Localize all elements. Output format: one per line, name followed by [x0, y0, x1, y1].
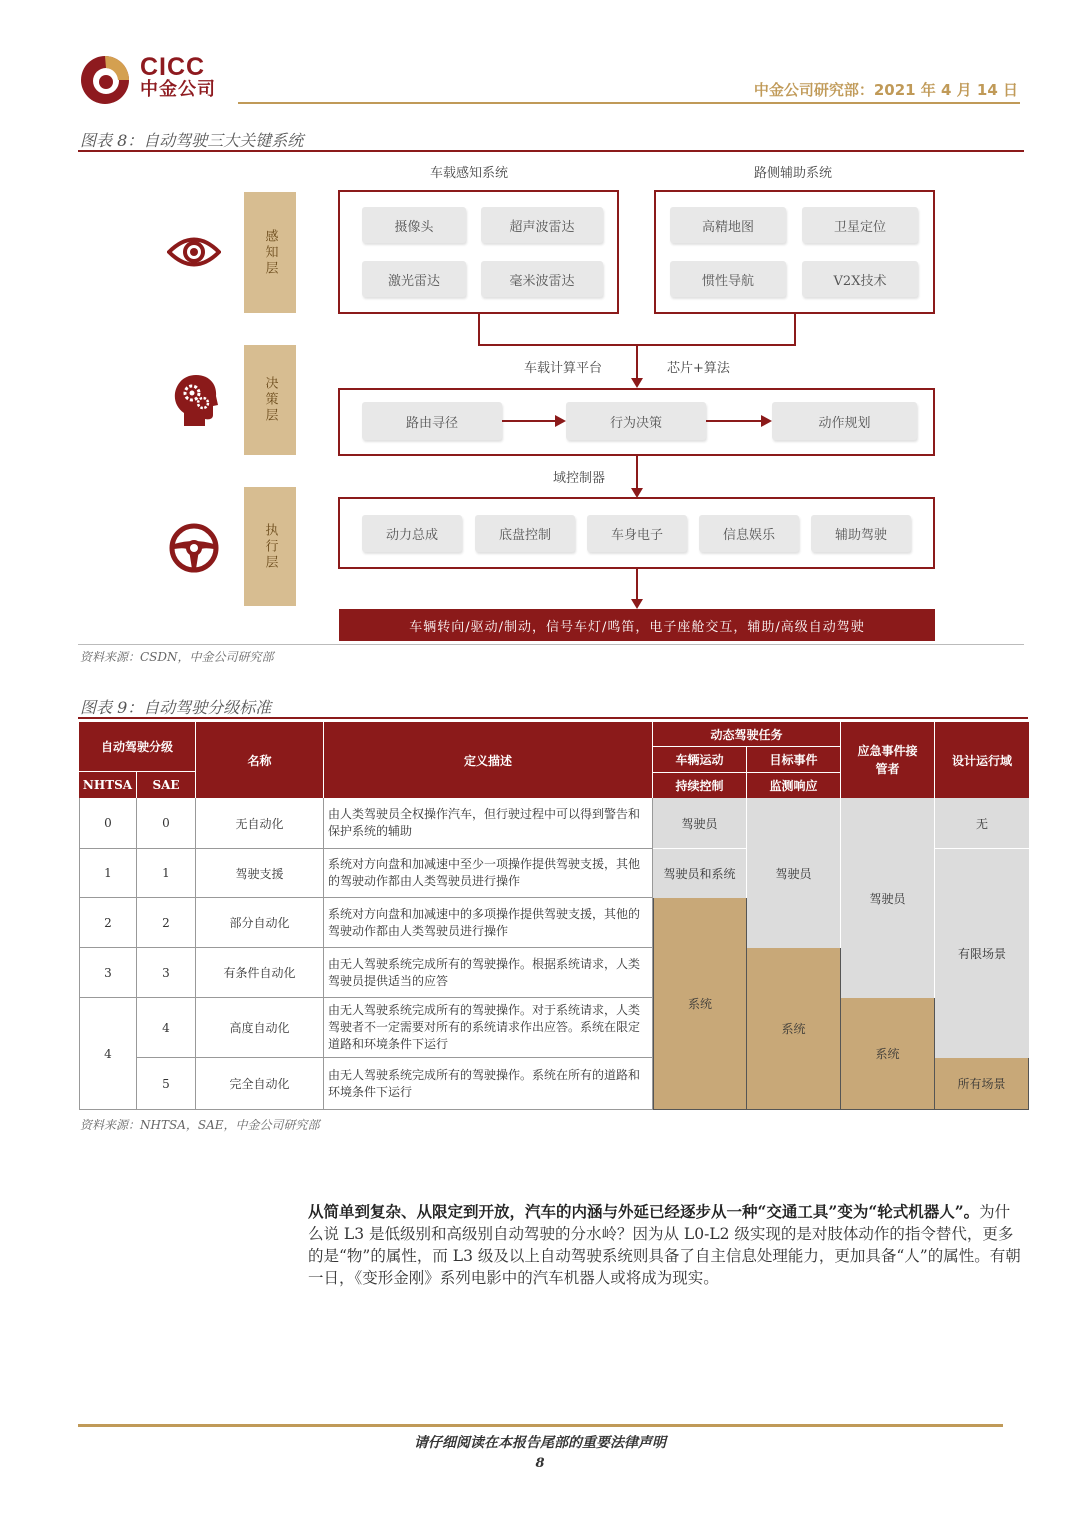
th-oedr2: 监测响应: [747, 773, 841, 798]
chip-inertial-nav: 惯性导航: [670, 261, 786, 297]
connector-right: [794, 313, 796, 345]
figure9-source: 资料来源：NHTSA，SAE，中金公司研究部: [80, 1118, 320, 1132]
cell-nhtsa: 3: [79, 948, 137, 998]
logo-text-en: CICC: [140, 53, 206, 81]
chip-hd-map: 高精地图: [670, 207, 786, 243]
chip-behavior-decision: 行为决策: [566, 402, 706, 440]
th-ddt: 动态驾驶任务: [653, 722, 841, 747]
cell-nhtsa: 1: [79, 849, 137, 898]
paragraph-lead: 从简单到复杂、从限定到开放，汽车的内涵与外延已经逐步从一种“交通工具”变为“轮式机器人”。: [308, 1202, 980, 1221]
legal-notice: 请仔细阅读在本报告尾部的重要法律声明: [414, 1435, 666, 1451]
cell-motion-driver: 驾驶员: [653, 798, 747, 849]
compute-platform-label: 车载计算平台: [524, 361, 603, 376]
cell-definition: 由无人驾驶系统完成所有的驾驶操作。根据系统请求，人类驾驶员提供适当的应答: [324, 948, 653, 998]
th-definition: 定义描述: [324, 722, 653, 798]
cell-odd-limited: 有限场景: [935, 849, 1029, 1058]
page-number: 8: [535, 1456, 545, 1471]
figure9-title: 图表 9：自动驾驶分级标准: [80, 698, 272, 717]
eye-icon: [167, 233, 221, 271]
arrow-down-icon: [630, 456, 644, 498]
arrow-right-icon: [502, 414, 566, 428]
roadside-label: 路侧辅助系统: [754, 166, 833, 181]
domain-controller-label: 域控制器: [553, 471, 606, 486]
cell-motion-system: 系统: [653, 898, 747, 1110]
figure8-title: 图表 8：自动驾驶三大关键系统: [80, 131, 304, 150]
arrow-down-icon: [630, 344, 644, 388]
th-fallback: 应急事件接管者: [841, 722, 935, 798]
figure8-source: 资料来源：CSDN，中金公司研究部: [80, 650, 274, 664]
th-motion: 车辆运动: [653, 747, 747, 773]
footer-divider: [78, 1424, 1003, 1427]
cell-definition: 系统对方向盘和加减速中的多项操作提供驾驶支援，其他的驾驶动作都由人类驾驶员进行操作: [324, 898, 653, 948]
decision-layer-label: 决策层: [244, 345, 296, 455]
chip-routing: 路由寻径: [362, 402, 502, 440]
cell-nhtsa: 4: [79, 998, 137, 1110]
body-paragraph: [308, 1201, 1024, 1289]
figure8-bottom-rule: [78, 644, 1024, 645]
cell-name: 完全自动化: [196, 1058, 324, 1110]
brain-gears-icon: [172, 373, 218, 427]
chip-satellite: 卫星定位: [802, 207, 918, 243]
cell-name: 有条件自动化: [196, 948, 324, 998]
chip-powertrain: 动力总成: [362, 515, 462, 552]
cell-fallback-driver: 驾驶员: [841, 798, 935, 998]
cell-name: 部分自动化: [196, 898, 324, 948]
chip-body-electronics: 车身电子: [587, 515, 687, 552]
cell-motion-driver-system: 驾驶员和系统: [653, 849, 747, 898]
perception-layer-label: 感知层: [244, 192, 296, 313]
chip-camera: 摄像头: [362, 207, 466, 243]
cell-sae: 3: [137, 948, 196, 998]
steering-wheel-icon: [169, 523, 219, 573]
cell-odd-all: 所有场景: [935, 1058, 1029, 1110]
execution-layer-label: 执行层: [244, 487, 296, 606]
cell-name: 驾驶支援: [196, 849, 324, 898]
cell-sae: 2: [137, 898, 196, 948]
th-sae: SAE: [137, 772, 196, 798]
cell-odd-none: 无: [935, 798, 1029, 849]
chip-ultrasonic-radar: 超声波雷达: [481, 207, 603, 243]
cell-sae: 1: [137, 849, 196, 898]
cell-name: 高度自动化: [196, 998, 324, 1058]
figure9-title-rule: [78, 717, 1028, 719]
chip-adas: 辅助驾驶: [811, 515, 911, 552]
chip-chassis-control: 底盘控制: [475, 515, 575, 552]
arrow-down-icon: [630, 569, 644, 609]
figure8-title-rule: [78, 150, 1024, 152]
header-divider: [238, 102, 1020, 104]
chip-v2x: V2X技术: [802, 261, 918, 297]
cell-nhtsa: 0: [79, 798, 137, 849]
th-motion2: 持续控制: [653, 773, 747, 798]
chip-mmwave-radar: 毫米波雷达: [481, 261, 603, 297]
th-nhtsa: NHTSA: [79, 772, 137, 798]
cicc-logo-icon: [80, 55, 130, 105]
th-name: 名称: [196, 722, 324, 798]
cell-oedr-driver: 驾驶员: [747, 798, 841, 948]
cell-fallback-system: 系统: [841, 998, 935, 1110]
vehicle-sensing-label: 车载感知系统: [430, 166, 509, 181]
th-oedr: 目标事件: [747, 747, 841, 773]
cell-sae: 5: [137, 1058, 196, 1110]
levels-table: [79, 722, 1029, 1110]
cell-definition: 由人类驾驶员全权操作汽车，但行驶过程中可以得到警告和保护系统的辅助: [324, 798, 653, 849]
arrow-right-icon: [706, 414, 772, 428]
paragraph-text: 为什么说 L3 是低级别和高级别自动驾驶的分水岭？因为从 L0-L2 级实现的是对肢体动作的指令替代，更多的是“物”的属性，而 L3 级及以上自动驾驶系统则具备了自主信息处理能力，更加具备“人”的属性。有朝一日，《变形金刚》系列电影中的汽车机器人或将成为现实。: [308, 1203, 1021, 1287]
chip-motion-planning: 动作规划: [772, 402, 917, 440]
connector-left: [478, 313, 480, 345]
cell-sae: 0: [137, 798, 196, 849]
chip-lidar: 激光雷达: [362, 261, 466, 297]
result-bar: 车辆转向/驱动/制动，信号车灯/鸣笛，电子座舱交互，辅助/高级自动驾驶: [339, 609, 935, 641]
logo-text-cn: 中金公司: [140, 79, 216, 100]
cell-definition: 由无人驾驶系统完成所有的驾驶操作。系统在所有的道路和环境条件下运行: [324, 1058, 653, 1110]
th-level: 自动驾驶分级: [79, 722, 196, 772]
cell-nhtsa: 2: [79, 898, 137, 948]
cell-sae: 4: [137, 998, 196, 1058]
header-date: 中金公司研究部：2021 年 4 月 14 日: [753, 81, 1018, 99]
chip-infotainment: 信息娱乐: [699, 515, 799, 552]
cell-definition: 系统对方向盘和加减速中至少一项操作提供驾驶支援，其他的驾驶动作都由人类驾驶员进行操作: [324, 849, 653, 898]
chip-algorithm-label: 芯片+算法: [667, 361, 730, 376]
cell-definition: 由无人驾驶系统完成所有的驾驶操作。对于系统请求，人类驾驶者不一定需要对所有的系统请求作出应答。系统在限定道路和环境条件下运行: [324, 998, 653, 1058]
cell-oedr-system: 系统: [747, 948, 841, 1110]
cell-name: 无自动化: [196, 798, 324, 849]
th-odd: 设计运行域: [935, 722, 1029, 798]
